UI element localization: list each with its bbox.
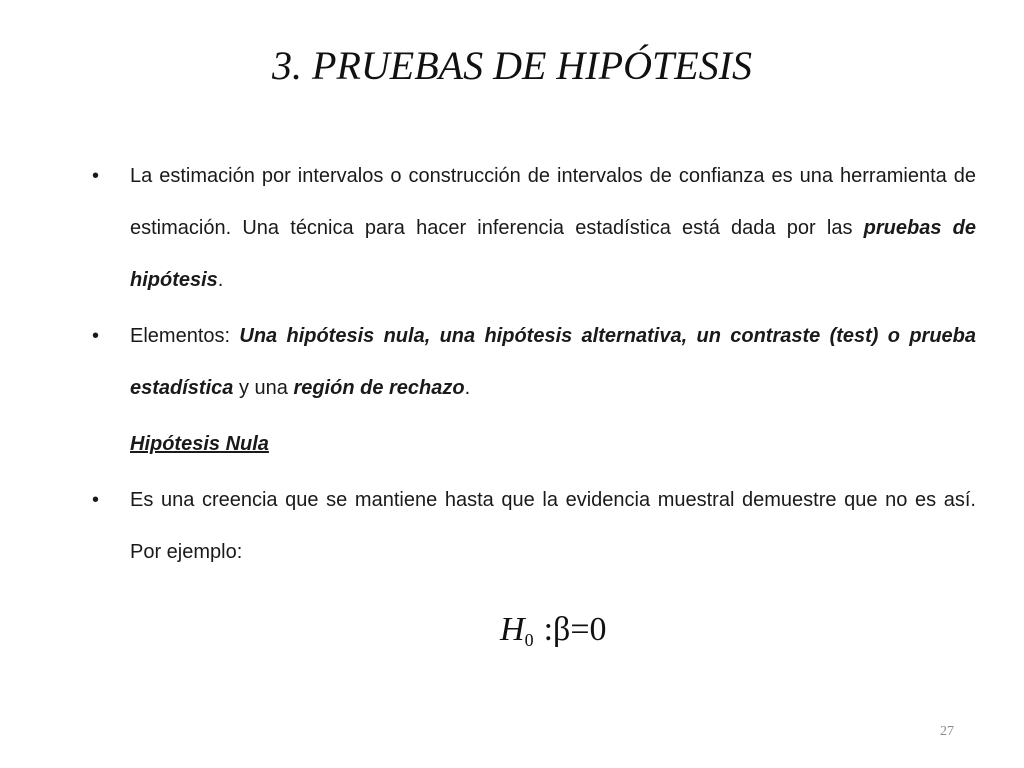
- formula-value: 0: [589, 611, 607, 648]
- formula-equals: =: [570, 611, 590, 648]
- bullet-emphasis: Una hipótesis nula, una hipótesis alternativa, un contraste (test) o prueba estadística: [130, 325, 977, 399]
- bullet-emphasis: región de rechazo: [293, 377, 465, 399]
- bullet-marker: •: [92, 325, 100, 347]
- bullet-emphasis: pruebas de hipótesis: [130, 217, 977, 291]
- bullet-text: Elementos:: [130, 325, 240, 347]
- bullet-text: y una: [233, 377, 294, 399]
- slide-content: [92, 150, 976, 582]
- formula-subscript: 0: [524, 630, 534, 650]
- bullet-marker: •: [92, 489, 100, 511]
- bullet-text: Es una creencia que se mantiene hasta que la evidencia muestral demuestre que no es así. Por ejemplo:: [130, 489, 976, 563]
- subheading-null-hypothesis: Hipótesis Nula: [130, 433, 269, 455]
- bullet-belief: [92, 474, 976, 578]
- bullet-text: .: [464, 377, 471, 399]
- bullet-marker: •: [92, 165, 100, 187]
- formula-colon: :: [543, 611, 554, 648]
- slide-title: 3. PRUEBAS DE HIPÓTESIS: [272, 43, 752, 88]
- bullet-estimation: [92, 150, 976, 306]
- formula-variable: H: [500, 611, 525, 648]
- formula-symbol: β: [553, 611, 571, 648]
- null-hypothesis-formula: [500, 606, 607, 664]
- page-number: 27: [940, 724, 954, 739]
- bullet-text: La estimación por intervalos o construcción de intervalos de confianza es una herramienta de estimación. Una técnica para hacer inferencia estadística está dada por las: [130, 165, 976, 239]
- bullet-elements: [92, 310, 976, 414]
- bullet-text: .: [217, 269, 224, 291]
